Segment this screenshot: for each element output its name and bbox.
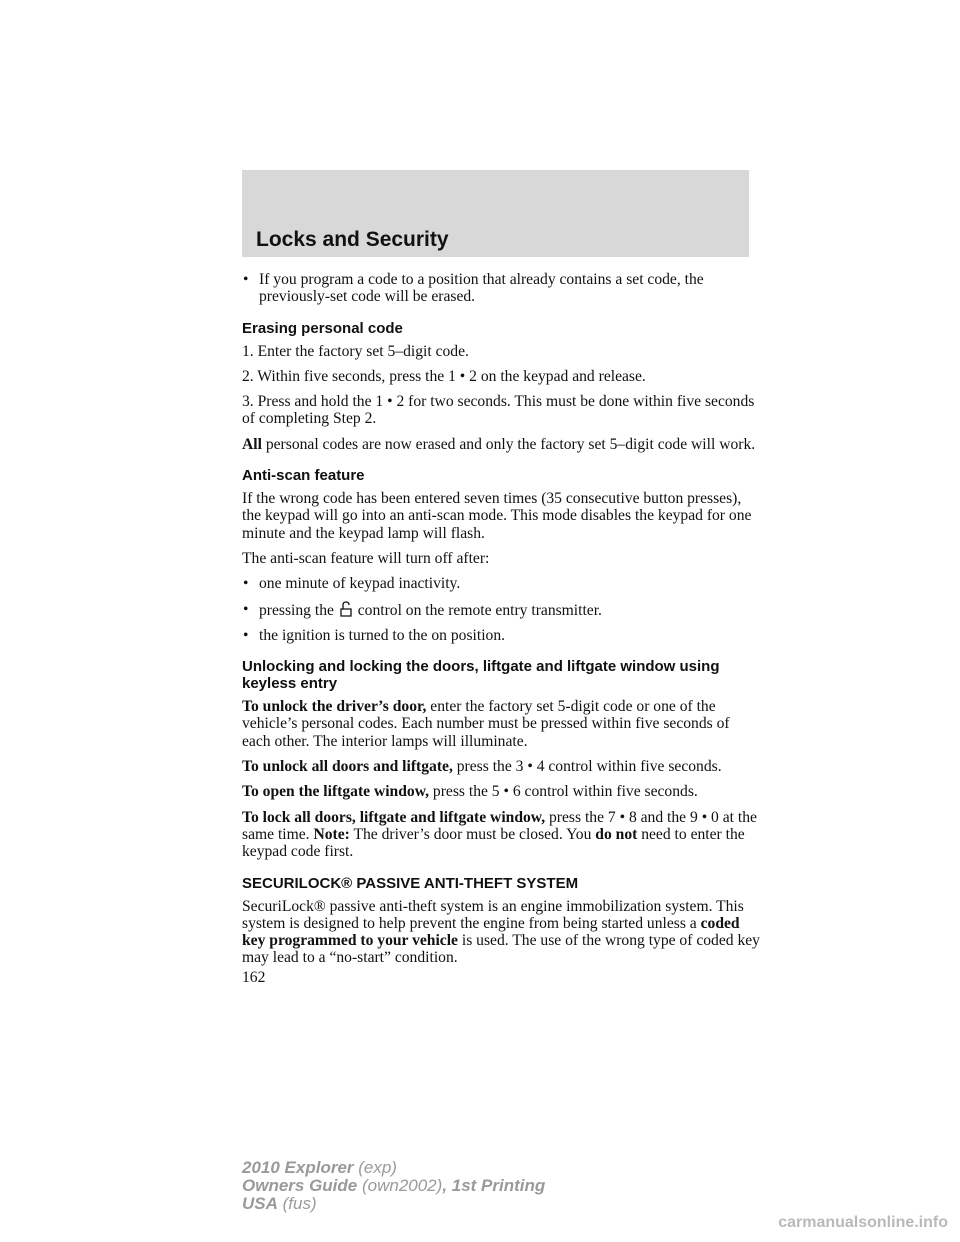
list-item: • If you program a code to a position that already contains a set code, the previously-set code will be erased.: [243, 271, 704, 306]
antiscan-para: If the wrong code has been entered seven times (35 consecutive button presses), the keypad will go into an anti-scan mode. This mode disables the keypad for one minute and the keypad lamp will flash.: [242, 490, 752, 542]
list-item: • one minute of keypad inactivity.: [243, 575, 461, 593]
securilock-heading: SECURILOCK® PASSIVE ANTI-THEFT SYSTEM: [242, 874, 579, 892]
bullet-icon: •: [243, 575, 249, 593]
driver-door-para: To unlock the driver’s door, enter the factory set 5-digit code or one of the vehicle’s personal codes. Each number must be pressed within five seconds of each other. The interior lamps will illuminate.: [242, 698, 730, 750]
erasing-heading: Erasing personal code: [242, 319, 403, 337]
securilock-para: SecuriLock® passive anti-theft system is an engine immobilization system. This system is designed to help prevent the engine from being started unless a coded key programmed to your vehicle is used. The use of the wrong type of coded key may lead to a “no-start” condition.: [242, 897, 760, 967]
all-doors-para: To unlock all doors and liftgate, press the 3 • 4 control within five seconds.: [242, 758, 722, 776]
watermark: carmanualsonline.info: [778, 1214, 948, 1231]
bullet-icon: •: [243, 271, 249, 288]
liftgate-window-para: To open the liftgate window, press the 5 • 6 control within five seconds.: [242, 783, 698, 801]
erase-step-2: 2. Within five seconds, press the 1 • 2 on the keypad and release.: [242, 367, 646, 385]
unlock-heading: Unlocking and locking the doors, liftgate and liftgate window using keyless entry: [242, 658, 720, 693]
page-content: [242, 271, 762, 986]
antiscan-off-para: The anti-scan feature will turn off after:: [242, 549, 490, 567]
list-item: • pressing the control on the remote entry transmitter.: [243, 600, 602, 619]
section-title: Locks and Security: [256, 228, 449, 251]
antiscan-heading: Anti-scan feature: [242, 467, 365, 485]
bullet-icon: •: [243, 626, 249, 644]
erase-step-3: 3. Press and hold the 1 • 2 for two seconds. This must be done within five seconds of completing Step 2.: [242, 393, 755, 428]
bullet-icon: •: [243, 600, 249, 618]
footer-line-2: Owners Guide (own2002), 1st Printing: [242, 1176, 546, 1195]
all-erased-para: All personal codes are now erased and only the factory set 5–digit code will work.: [242, 435, 756, 453]
footer-line-3: USA (fus): [242, 1194, 317, 1213]
page-number: 162: [242, 968, 266, 986]
print-footer: [242, 1159, 545, 1213]
footer-line-1: 2010 Explorer (exp): [242, 1158, 397, 1177]
unlock-icon: [339, 601, 353, 617]
lock-all-para: To lock all doors, liftgate and liftgate window, press the 7 • 8 and the 9 • 0 at the same time. Note: The driver’s door must be closed. You do not need to enter the keypad code first.: [242, 808, 757, 861]
erase-step-1: 1. Enter the factory set 5–digit code.: [242, 342, 469, 360]
list-item: • the ignition is turned to the on position.: [243, 626, 506, 644]
